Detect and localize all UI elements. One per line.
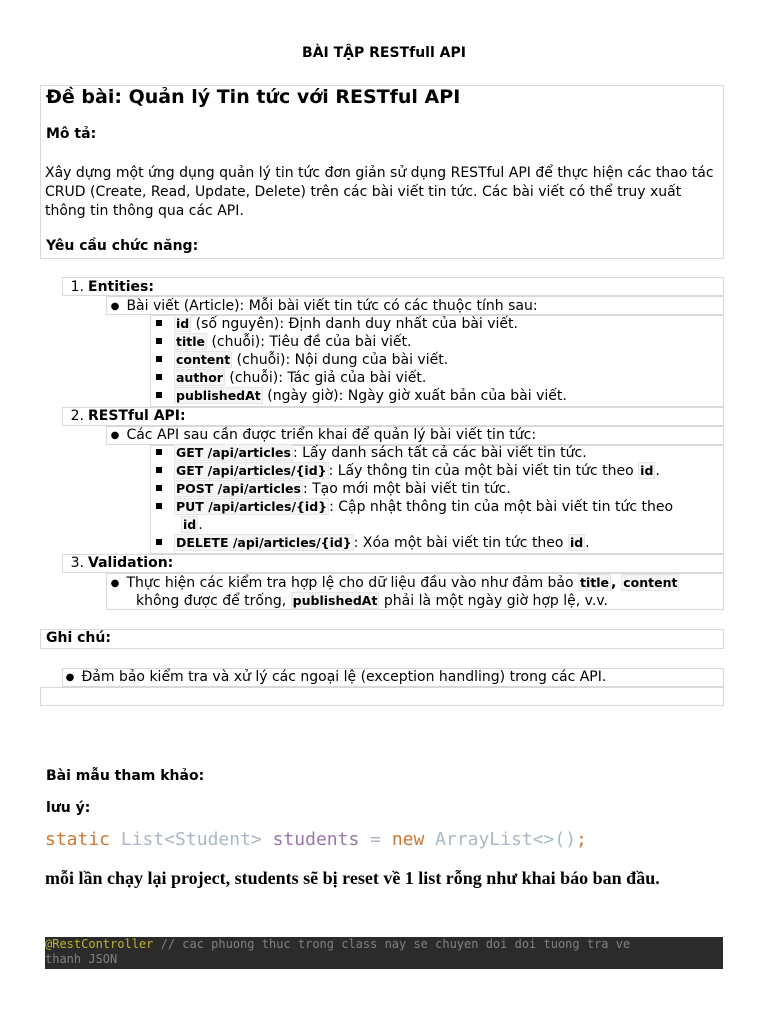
validation-label: Validation:	[88, 555, 174, 571]
field-item	[156, 369, 567, 387]
field-desc: (số nguyên): Định danh duy nhất của bài viết.	[191, 316, 518, 332]
note-label-box	[40, 629, 724, 649]
restful-number: 2.	[70, 408, 84, 424]
document-title: BÀI TẬP RESTfull API	[302, 45, 466, 61]
field-item	[156, 387, 567, 405]
entities-number: 1.	[70, 279, 84, 295]
field-code: title	[176, 334, 205, 349]
field-desc: (ngày giờ): Ngày giờ xuất bản của bài viết.	[262, 388, 567, 404]
java-semicolon: ;	[576, 829, 587, 850]
entities-bullet	[108, 297, 538, 316]
apis-list	[156, 444, 716, 552]
description-text: Xây dựng một ứng dụng quản lý tin tức đơn giản sử dụng RESTful API để thực hiện các thao tác CRUD (Create, Read, Update, Delete) trên các bài viết tin tức. Các bài viết có thể truy xuất thông tin thông qua các API.	[45, 165, 714, 219]
java-keyword-static: static	[45, 829, 111, 850]
field-item	[156, 351, 567, 369]
java-variable: students	[272, 829, 360, 850]
entities-label: Entities:	[88, 279, 154, 295]
square-bullet	[156, 320, 162, 326]
note-lowercase-label: lưu ý:	[46, 800, 91, 816]
field-item	[156, 315, 567, 333]
restful-bullet-text: Các API sau cần được triển khai để quản lý bài viết tin tức:	[126, 427, 537, 443]
entities-row-box	[62, 277, 724, 296]
code-line-1	[45, 937, 723, 952]
java-type: List<Student>	[110, 829, 273, 850]
code-block	[45, 937, 723, 969]
validation-text-2: không được để trống,	[136, 593, 291, 609]
restful-label: RESTful API:	[88, 408, 186, 424]
api-desc: : Cập nhật thông tin của một bài viết tin tức theo	[329, 499, 674, 515]
fields-list	[156, 315, 567, 405]
api-item	[156, 534, 716, 552]
entities-item	[64, 278, 154, 296]
api-item	[156, 462, 716, 480]
field-desc: (chuỗi): Tiêu đề của bài viết.	[207, 334, 412, 350]
validation-sep: ,	[611, 575, 622, 591]
api-item	[156, 498, 716, 534]
api-id-code: id	[640, 463, 654, 478]
bullet-dot: ●	[110, 301, 120, 312]
api-item	[156, 444, 716, 462]
api-id-code: id	[183, 517, 197, 532]
field-code: content	[176, 352, 231, 367]
api-endpoint: PUT /api/articles/{id}	[176, 499, 328, 514]
java-equals: =	[359, 829, 392, 850]
api-endpoint: DELETE /api/articles/{id}	[176, 535, 352, 550]
validation-code-published: publishedAt	[292, 593, 378, 608]
requirements-label: Yêu cầu chức năng:	[46, 238, 199, 254]
java-keyword-new: new	[391, 829, 425, 850]
bullet-dot: ●	[110, 430, 120, 441]
api-desc: : Lấy danh sách tất cả các bài viết tin tức.	[292, 445, 587, 461]
api-desc: : Xóa một bài viết tin tức theo	[353, 535, 568, 551]
note-item	[63, 668, 606, 687]
square-bullet	[156, 503, 162, 509]
sample-label: Bài mẫu tham khảo:	[46, 768, 205, 784]
field-desc: (chuỗi): Nội dung của bài viết.	[232, 352, 449, 368]
validation-bullet-line2	[136, 592, 608, 610]
square-bullet	[156, 374, 162, 380]
api-endpoint: GET /api/articles	[176, 445, 291, 460]
code-line-2: thanh JSON	[45, 952, 118, 966]
api-id-code: id	[569, 535, 584, 550]
validation-code-content: content	[623, 575, 678, 590]
entities-bullet-text: Bài viết (Article): Mỗi bài viết tin tức có các thuộc tính sau:	[126, 298, 538, 314]
api-desc: : Tạo mới một bài viết tin tức.	[302, 481, 511, 497]
field-code: id	[176, 316, 190, 331]
restful-bullet	[108, 426, 536, 445]
validation-text-1: Thực hiện các kiểm tra hợp lệ cho dữ liệu đầu vào như đảm bảo	[126, 575, 579, 591]
field-desc: (chuỗi): Tác giả của bài viết.	[224, 370, 427, 386]
code-annotation: @RestController	[45, 937, 154, 951]
square-bullet	[156, 356, 162, 362]
square-bullet	[156, 449, 162, 455]
field-code: publishedAt	[176, 388, 261, 403]
validation-number: 3.	[70, 555, 84, 571]
square-bullet	[156, 467, 162, 473]
api-tail: .	[655, 463, 660, 479]
java-code-line	[45, 829, 587, 850]
java-constructor: ArrayList<>()	[424, 829, 577, 850]
field-code: author	[176, 370, 223, 385]
validation-code-title: title	[580, 575, 610, 590]
square-bullet	[156, 392, 162, 398]
square-bullet	[156, 338, 162, 344]
note-item-text: Đảm bảo kiểm tra và xử lý các ngoại lệ (exception handling) trong các API.	[81, 669, 607, 685]
api-tail: .	[198, 517, 203, 533]
api-item	[156, 480, 716, 498]
api-endpoint: POST /api/articles	[176, 481, 301, 496]
code-comment: // cac phuong thuc trong class nay se chuyen doi doi tuong tra ve	[153, 937, 631, 951]
field-item	[156, 333, 567, 351]
api-endpoint: GET /api/articles/{id}	[176, 463, 327, 478]
description-label: Mô tả:	[46, 126, 97, 142]
validation-text-3: phải là một ngày giờ hợp lệ, v.v.	[379, 593, 608, 609]
reset-note: mỗi lần chạy lại project, students sẽ bị reset về 1 list rỗng như khai báo ban đầu.	[45, 868, 660, 888]
validation-bullet	[108, 574, 679, 593]
bullet-dot: ●	[110, 578, 120, 589]
restful-item	[64, 407, 186, 425]
api-tail: .	[585, 535, 590, 551]
note-empty-box	[40, 687, 724, 706]
note-label: Ghi chú:	[46, 630, 111, 646]
api-desc: : Lấy thông tin của một bài viết tin tức theo	[328, 463, 639, 479]
bullet-dot: ●	[65, 672, 75, 683]
validation-item	[64, 554, 173, 572]
problem-heading: Đề bài: Quản lý Tin tức với RESTful API	[46, 86, 461, 108]
square-bullet	[156, 485, 162, 491]
square-bullet	[156, 539, 162, 545]
